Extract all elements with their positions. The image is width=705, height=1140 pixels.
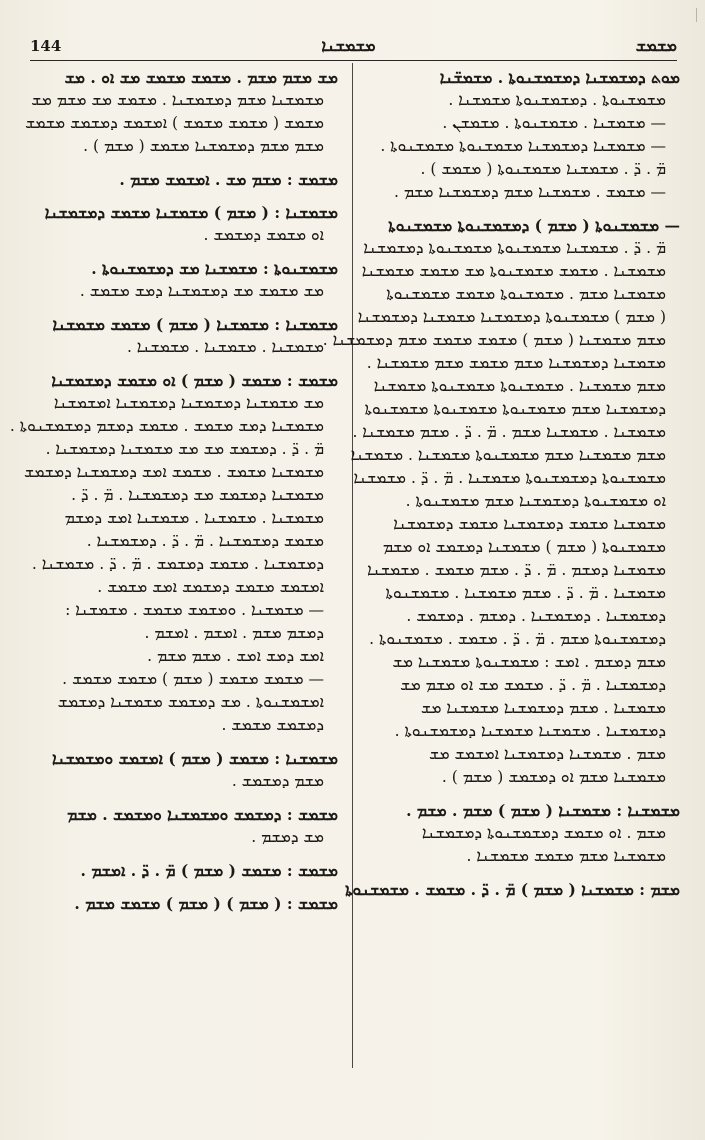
entry-line: ܡܫܡ ܕܡܫܡ . ܐܡܫ : ܡܫܡܫܢܘܬܐ ܡܫܡܫܢܐ ܡܫ xyxy=(392,653,666,671)
entry-line: ܡ̈ . ܕ̈ . ܡܫܡܫܢܐ ܡܫܡܫܢܘܬܐ ( ܡܫܡܫ ) . xyxy=(420,160,666,178)
entry-line: ܡܫܡܫܢܐ ܡܫܡ ܕܡܫܡܫܢܐ . ܡܫܡܫ ܡܫ ܡܫܡ ܡܫ xyxy=(31,91,324,109)
dictionary-entry xyxy=(24,747,338,793)
entry-line: ܡܫܡ ܡܫܡܫܢܐ . ܡܫܡܫܢܘܬܐ ܡܫܡܫܢܘܬܐ ܡܫܡܫܢܐ xyxy=(373,377,666,395)
entry-line: ܕܡܫܡܫܢܐ . ܕܡܫܡܫܢܐ . ܕܡܫܡ . ܕܡܫܡܫ . xyxy=(406,607,666,625)
entry-line: ܡܫܡܫܢܐ ܡܫܡ . ܡܫܡܫܢܘܬܐ ܡܫܡܫ ܡܫܡܫܢܘܬܐ xyxy=(386,285,666,303)
entry-line: ܡܫ ܡܫܡܫ ܡܫ ܕܡܫܡܫܢܐ ܕܡܫ ܡܫܡܫ . xyxy=(79,282,324,300)
right-column xyxy=(322,66,680,911)
entry-line: ܡܫܡܫܢܐ . ܡܫܡܫ ܡܫܡܫܢܘܬܐ ܡܫ ܡܫܡܫ ܡܫܡܫܢܐ xyxy=(361,262,666,280)
entry-line: ܡܫܡܫ ܕܡܫܡܫܢܐ . ܡ̈ . ܕ̈ . ܕܡܫܡܫܢܐ . xyxy=(86,532,324,550)
entry-line: ܡܫܡܫܢܐ ܡܫܡ ܐܘ ܕܡܫܡܫ ( ܡܫܡ ) . xyxy=(441,768,666,786)
entry-line: ܕܡܫܡܫܢܐ . ܡ̈ . ܕ̈ . ܡܫܡܫ ܡܫ ܐܘ ܡܫܡ ܡܫ xyxy=(400,676,666,694)
dictionary-entry xyxy=(24,313,338,359)
dictionary-entry xyxy=(24,201,338,247)
entry-headline: ܡܫ ܡܫܡ ܡܫܡ . ܡܫܡܫ ܡܫܡܫ ܡܫ ܐܘ . ܡܫ xyxy=(64,68,338,87)
entry-line: ܡܫܡܫܢܐ . ܡ̈ . ܕ̈ . ܡܫܡ ܡܫܡܫܢܐ . ܡܫܡܫܢܘܬܐ xyxy=(385,584,666,602)
page-header xyxy=(30,34,677,58)
entry-headline: ܡܫܡܫܢܐ : ܡܫܡܫܢܐ ( ܡܫܡ ) ܡܫܡ . ܡܫܡ . xyxy=(406,801,680,820)
entry-line: ܐܡܫܡܫܢܘܬܐ . ܡܫ ܕܡܫܡܫ ܡܫܡܫܢܐ ܕܡܫܡܫ xyxy=(57,693,324,711)
dictionary-entry xyxy=(366,799,680,868)
entry-line: ܕܡܫܡܫܢܘܬܐ ܡܫܡ . ܡ̈ . ܕ̈ . ܡܫܡܫ . ܡܫܡܫܢܘܬܐ . xyxy=(369,630,666,648)
entry-line: ܡܫܡܫܢܐ . ܡܫܡܫܢܐ ܡܫܡ . ܡ̈ . ܕ̈ . ܡܫܡ ܡܫܡܫܢܐ . xyxy=(352,423,666,441)
running-head-center: ܡܫܡܫܢܐ xyxy=(321,36,376,55)
dictionary-entry xyxy=(24,257,338,303)
entry-line: — ܡܫܡܫܢܐ . ܘܡܫܡܫ ܡܫܡܫ . ܡܫܡܫܢܐ : xyxy=(65,601,324,619)
dictionary-entry xyxy=(24,892,338,915)
column-divider xyxy=(352,63,353,1068)
dictionary-entry xyxy=(345,878,680,901)
entry-line: ܕܡܫܡܫܢܐ ܡܫܡ ܡܫܡܫܢܘܬܐ ܡܫܡܫܢܘܬܐ ܡܫܡܫܢܘܬܐ xyxy=(364,400,666,418)
entry-headline: ܡܘܬ ܕܡܫܡܫܢܐ ܕܡܫܡܫܢܘܬܐ . ܡܫܡܫ̈ܢܐ xyxy=(439,68,680,87)
entry-line: ܐܘ ܡܫܡܫ ܕܡܫܡܫ . xyxy=(203,226,324,244)
entry-headline: ܡܫܡܫܢܐ : ܡܫܡܫ ( ܡܫܡ ) ܐܡܫܡܫ ܘܡܫܡܫܢܐ xyxy=(51,749,338,768)
entry-line: ܡܫܡܫܢܐ . ܡܫܡܫܢܐ . ܡܫܡܫܢܐ ܐܡܫ ܕܡܫܡ xyxy=(64,509,324,527)
entry-headline: ܡܫܡܫ : ܕܡܫܡܫ ܘܡܫܡܫܢܐ ܘܡܫܡܫ . ܡܫܡ xyxy=(67,805,338,824)
entry-line: ܐܡܫ ܕܡܫ ܐܡܫ . ܡܫܡ ܡܫܡ . xyxy=(147,647,324,665)
header-rule xyxy=(30,60,677,61)
entry-headline: — ܡܫܡܫܢܘܬܐ ( ܡܫܡ ) ܕܡܫܡܫܢܘܬܐ ܡܫܡܫܢܘܬܐ xyxy=(388,216,680,235)
entry-line: ܡ̈ . ܕ̈ . ܕܡܫܡܫ ܡܫ ܡܫ ܡܫܡܫܢܐ ܕܡܫܡܫܢܐ . xyxy=(45,440,324,458)
dictionary-entry xyxy=(24,859,338,882)
entry-line: ܡܫܡ . ܡܫܡܫܢܐ ܕܡܫܡܫܢܐ ܐܡܫܡܫ ܡܫ xyxy=(429,745,666,763)
left-column xyxy=(9,66,338,925)
entry-headline: ܡܫܡܫܢܐ : ( ܡܫܡ ) ܡܫܡܫܢܐ ܡܫܡܫ ܕܡܫܡܫܢܐ xyxy=(44,203,338,222)
dictionary-entry xyxy=(322,214,680,789)
page-number: 144 xyxy=(30,37,62,55)
entry-line: ܡܫ ܡܫܡܫܢܐ ܕܡܫܡܫܢܐ ܕܡܫܡܫܢܐ ܐܡܫܡܫܢܐ xyxy=(53,394,324,412)
entry-line: ܡܫܡܫܢܐ ܡܫܡ ܡܫܡܫ ܡܫܡܫܢܐ . xyxy=(466,847,666,865)
dictionary-entry xyxy=(24,168,338,191)
entry-line: ܡܫܡܫܢܐ ܕܡܫ ܡܫܡܫ . ܡܫܡܫ ܕܡܫܡ ܕܡܫܡܫܢܘܬܐ . xyxy=(9,417,324,435)
entry-headline: ܡܫܡܫ : ( ܡܫܡ ) ( ܡܫܡ ) ܡܫܡܫ ܡܫܡ . xyxy=(74,894,338,913)
entry-line: ܕܡܫܡܫ ܡܫܡܫ . xyxy=(221,716,324,734)
entry-line: ܡܫܡ ܡܫܡܫܢܐ ܡܫܡ ܡܫܡܫܢܘܬܐ ܡܫܡܫܢܐ . ܡܫܡܫܢܐ xyxy=(350,446,666,464)
entry-line: ܐܘ ܡܫܡܫܢܘܬܐ ܕܡܫܡܫܢܐ ܡܫܡ ܡܫܡܫܢܘܬܐ . xyxy=(405,492,666,510)
entry-line: ܡܫܡ . ܐܘ ܡܫܡܫ ܕܡܫܡܫܢܘܬܐ ܕܡܫܡܫܢܐ xyxy=(421,824,666,842)
entry-line: ܡܫܡܫܢܐ ܡܫܡܫ ܕܡܫܡܫܢܐ ܡܫܡܫ ܕܡܫܡܫܢܐ xyxy=(393,515,666,533)
entry-line: ܡܫܡܫܢܐ . ܡܫܡܫܢܐ . ܡܫܡܫܢܐ . xyxy=(126,338,324,356)
entry-line: ܡܫܡ ܕܡܫܡܫ . xyxy=(231,772,324,790)
entry-headline: ܡܫܡܫ : ܡܫܡܫ ( ܡܫܡ ) ܡ̈ . ܕ̈ . ܐܡܫܡ . xyxy=(80,861,338,880)
entry-line: ܕܡܫܡ ܡܫܡ . ܐܡܫܡ . ܐܡܫܡ . xyxy=(144,624,324,642)
entry-headline: ܡܫܡܫ : ܡܫܡܫ ( ܡܫܡ ) ܐܘ ܡܫܡܫ ܕܡܫܡܫܢܐ xyxy=(51,371,338,390)
entry-line: ܡܫ ܕܡܫܡ . xyxy=(251,828,324,846)
running-head-right: ܡܫܡܫ xyxy=(635,36,677,55)
entry-line: ܐܡܫܡܫ ܡܫܡܫ ܕܡܫܡܫ ܐܡܫ ܡܫܡܫ . xyxy=(97,578,324,596)
entry-line: ܡܫܡܫ ( ܡܫܡܫ ܡܫܡܫ ) ܐܡܫܡܫ ܕܡܫܡܫ ܡܫܡܫ xyxy=(25,114,324,132)
entry-line: ܡܫܡܫܢܐ ܕܡܫܡܫܢܐ ܡܫܡ ܡܫܡܫ ܡܫܡ ܡܫܡܫܢܐ . xyxy=(366,354,666,372)
entry-headline: ܡܫܡܫܢܘܬܐ : ܡܫܡܫܢܐ ܡܫ ܕܡܫܡܫܢܘܬܐ . xyxy=(91,259,338,278)
entry-line: ܡ̈ . ܕ̈ . ܡܫܡܫܢܐ ܡܫܡܫܢܘܬܐ ܡܫܡܫܢܘܬܐ ܕܡܫܡܫܢܐ xyxy=(363,239,666,257)
entry-line: ܡܫܡ ܡܫܡ ܕܡܫܡܫܢܐ ܡܫܡܫ ( ܡܫܡ ) . xyxy=(83,137,324,155)
entry-line: — ܡܫܡܫ . ܡܫܡܫܢܐ ܡܫܡ ܕܡܫܡܫܢܐ ܡܫܡ . xyxy=(393,183,666,201)
entry-line: — ܡܫܡܫܢܐ . ܡܫܡܫܢܘܬܐ . ܡܫܡܫܢ . xyxy=(442,114,666,132)
entry-line: ܡܫܡܫܢܐ ܡܫܡܫ . ܡܫܡܫ ܐܡܫ ܕܡܫܡܫܢܐ ܕܡܫܡܫ xyxy=(24,463,324,481)
dictionary-entry xyxy=(366,66,680,204)
entry-line: ܡܫܡܫܢܘܬܐ . ܕܡܫܡܫܢܘܬܐ ܡܫܡܫܢܐ . xyxy=(448,91,666,109)
entry-line: — ܡܫܡܫ ܡܫܡܫ ( ܡܫܡ ) ܡܫܡܫ ܡܫܡܫ . xyxy=(62,670,324,688)
dictionary-entry xyxy=(9,369,338,737)
entry-line: ܕܡܫܡܫܢܐ . ܡܫܡܫ ܕܡܫܡܫ . ܡ̈ . ܕ̈ . ܡܫܡܫܢܐ . xyxy=(31,555,324,573)
entry-line: ܡܫܡܫܢܘܬܐ ܕܡܫܡܫܢܘܬܐ ܡܫܡܫܢܐ . ܡ̈ . ܕ̈ . ܡܫܡܫܢܐ xyxy=(353,469,666,487)
dictionary-entry xyxy=(24,66,338,158)
entry-line: ܡܫܡܫܢܐ . ܡܫܡ ܕܡܫܡܫܢܐ ܡܫܡܫܢܐ ܡܫ xyxy=(420,699,666,717)
entry-line: ܡܫܡܫܢܐ ܕܡܫܡܫ ܡܫ ܕܡܫܡܫܢܐ . ܡ̈ . ܕ̈ . xyxy=(71,486,324,504)
entry-headline: ܡܫܡ : ܡܫܡܫܢܐ ( ܡܫܡ ) ܡ̈ . ܕ̈ . ܡܫܡܫ . ܡܫܡܫܢܘܬܐ xyxy=(345,880,680,899)
dictionary-entry xyxy=(24,803,338,849)
entry-line: ( ܡܫܡ ) ܡܫܡܫܢܘܬܐ ܕܡܫܡܫܢܐ ܡܫܡܫܢܐ ܕܡܫܡܫܢܐ xyxy=(357,308,666,326)
entry-headline: ܡܫܡܫ : ܡܫܡ ܡܫ . ܐܡܫܡܫ ܡܫܡ . xyxy=(119,170,338,189)
page-edge-mark xyxy=(696,8,703,22)
entry-line: ܕܡܫܡܫܢܐ . ܡܫܡܫܢܐ ܡܫܡܫܢܐ ܕܡܫܡܫܢܘܬܐ . xyxy=(394,722,666,740)
entry-line: ܡܫܡ ܡܫܡܫܢܐ ( ܡܫܡ ) ܡܫܡܫ ܡܫܡܫ ܡܫܡ ܕܡܫܡܫܢܐ . xyxy=(322,331,666,349)
entry-line: — ܡܫܡܫܢܐ ܕܡܫܡܫܢܐ ܡܫܡܫܢܘܬܐ ܡܫܡܫܢܘܬܐ . xyxy=(380,137,666,155)
entry-line: ܡܫܡܫܢܘܬܐ ( ܡܫܡ ) ܡܫܡܫܢܐ ܕܡܫܡܫ ܐܘ ܡܫܡ xyxy=(382,538,666,556)
entry-line: ܡܫܡܫܢܐ ܕܡܫܡ . ܡ̈ . ܕ̈ . ܡܫܡ ܡܫܡܫ . ܡܫܡܫܢܐ xyxy=(367,561,666,579)
entry-headline: ܡܫܡܫܢܐ : ܡܫܡܫܢܐ ( ܡܫܡ ) ܡܫܡܫ ܡܫܡܫܢܐ xyxy=(52,315,338,334)
